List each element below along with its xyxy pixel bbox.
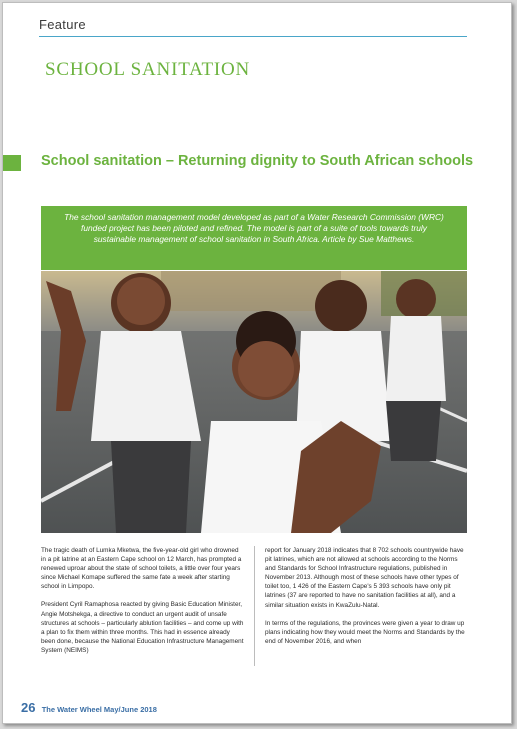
article-photo xyxy=(41,271,467,533)
headline-marker xyxy=(3,155,21,171)
article-intro: The school sanitation management model developed as part of a Water Research Commission (WRC) funded project has been piloted and refined. The model is part of a suite of tools towards truly sustainable management of school sanitation in South Africa. Article by Sue Matthews. xyxy=(41,206,467,270)
article-headline: School sanitation – Returning dignity to South African schools xyxy=(41,153,474,169)
article-body-left xyxy=(41,546,244,664)
article-body-right xyxy=(265,546,468,655)
body-paragraph: report for January 2018 indicates that 8 702 schools countrywide have pit latrines, which are not allowed at schools according to the Norms and Standards for School Infrastructure regulations, published in November 2013. Although most of these schools have other types of toilet too, 1 426 of the Eastern Cape's 5 393 schools have only pit latrines (37 are reported to have no sanitation facilities at all), and a similar situation exists in KwaZulu-Natal. xyxy=(265,547,464,609)
body-paragraph: President Cyril Ramaphosa reacted by giving Basic Education Minister, Angie Motshekga, a directive to conduct an urgent audit of unsafe structures at schools – particularly ablution facilities – and come up with a plan to fix them within three months. This had in essence already been done, because the National Education Infrastructure Management System (NEIMS) xyxy=(41,601,244,654)
column-divider xyxy=(254,546,255,666)
feature-title: SCHOOL SANITATION xyxy=(45,59,251,80)
page-footer xyxy=(21,700,157,715)
section-divider xyxy=(39,36,467,37)
publication-name: The Water Wheel May/June 2018 xyxy=(41,705,157,714)
section-label: Feature xyxy=(39,17,86,32)
page-number: 26 xyxy=(21,700,36,715)
magazine-page xyxy=(2,2,512,724)
body-paragraph: The tragic death of Lumka Mketwa, the five-year-old girl who drowned in a pit latrine at an Eastern Cape school on 12 March, has prompted a renewed uproar about the state of school toilets, a little over four years since Michael Komape suffered the same fate a week after starting school in Limpopo. xyxy=(41,547,242,591)
body-paragraph: In terms of the regulations, the provinces were given a year to draw up plans indicating how they would meet the Norms and Standards by the end of November 2016, and when xyxy=(265,619,465,645)
